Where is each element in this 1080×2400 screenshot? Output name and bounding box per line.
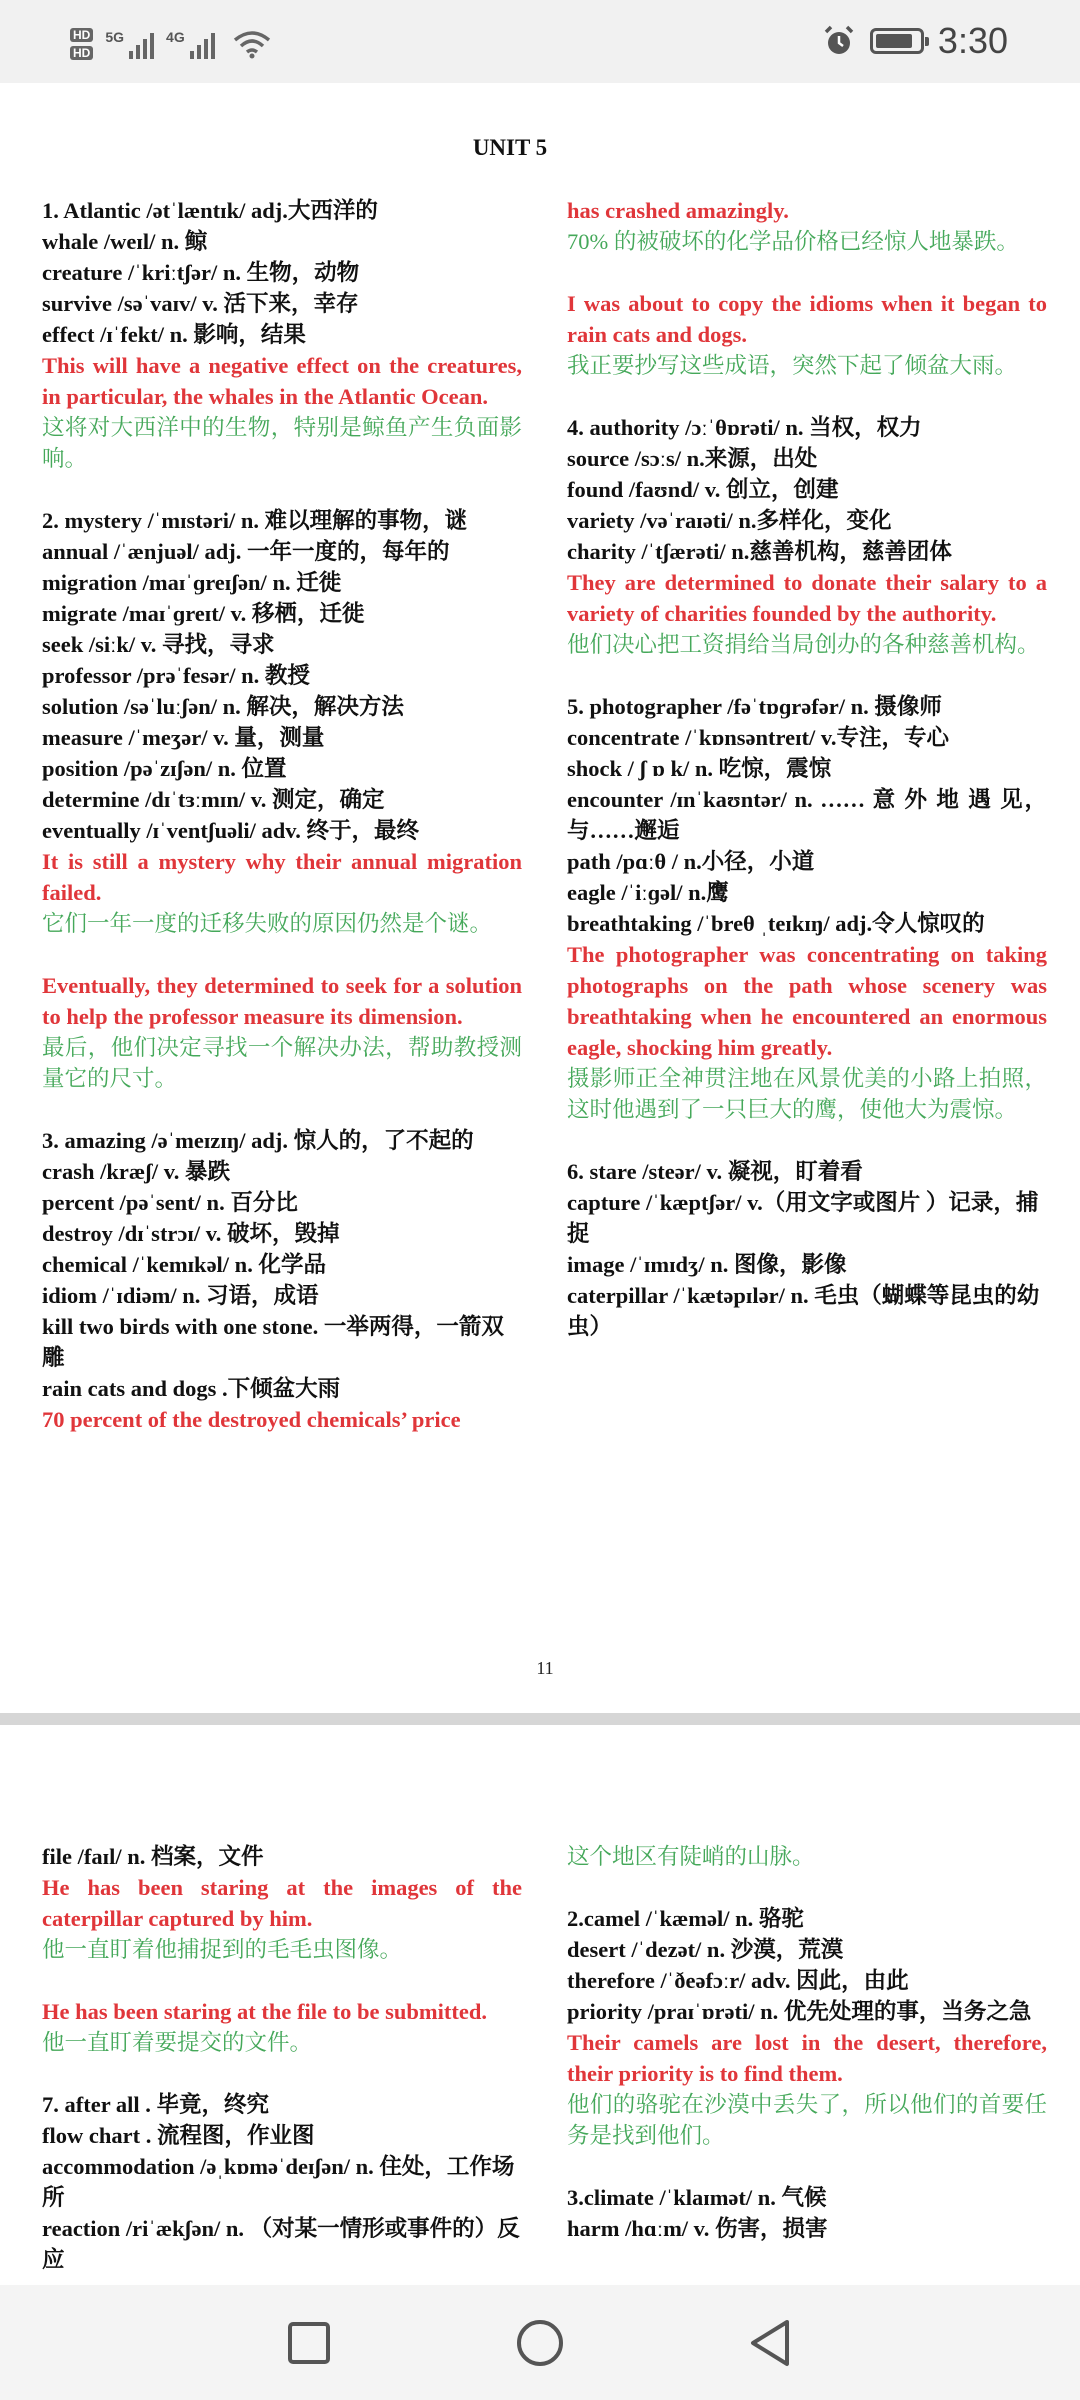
left-column	[42, 1841, 522, 2275]
page-separator	[0, 1713, 1080, 1725]
vocab-entry: flow chart . 流程图，作业图	[42, 2123, 315, 2148]
vocab-entry: idiom /ˈɪdiəm/ n. 习语，成语	[42, 1283, 319, 1308]
vocab-entry: encounter /ɪnˈkaʊntər/ n. …… 意 外 地 遇 见，与……邂逅	[567, 787, 1047, 843]
example-translation: 他们的骆驼在沙漠中丢失了，所以他们的首要任务是找到他们。	[567, 2092, 1047, 2148]
circle-icon	[516, 2319, 564, 2367]
section-heading-entry: 1. Atlantic /ətˈlæntɪk/ adj.大西洋的	[42, 198, 378, 223]
recents-button[interactable]	[249, 2285, 369, 2400]
triangle-back-icon	[747, 2318, 793, 2368]
section-heading-entry: 3.climate /ˈklaɪmət/ n. 气候	[567, 2185, 827, 2210]
example-sentence: has crashed amazingly.	[567, 198, 789, 223]
vocab-entry: eventually /ɪˈventʃuəli/ adv. 终于，最终	[42, 818, 420, 843]
hd-badges	[70, 28, 93, 60]
example-translation: 他一直盯着他捕捉到的毛毛虫图像。	[42, 1937, 403, 1962]
right-column	[567, 1841, 1047, 2244]
example-sentence: I was about to copy the idioms when it began to rain cats and dogs.	[567, 291, 1047, 347]
vocab-entry: chemical /ˈkemɪkəl/ n. 化学品	[42, 1252, 326, 1277]
example-sentence: He has been staring at the images of the caterpillar captured by him.	[42, 1875, 522, 1931]
vocab-entry: annual /ˈænjuəl/ adj. 一年一度的，每年的	[42, 539, 450, 564]
example-translation: 它们一年一度的迁移失败的原因仍然是个谜。	[42, 911, 493, 936]
vocab-entry: caterpillar /ˈkætəpɪlər/ n. 毛虫（蝴蝶等昆虫的幼虫）	[567, 1283, 1040, 1339]
left-column	[42, 195, 522, 1435]
vocab-entry: kill two birds with one stone. 一举两得，一箭双雕	[42, 1314, 504, 1370]
example-sentence: The photographer was concentrating on taking photographs on the path whose scenery was breathtaking when he encountered an enormous eagle, shocking him greatly.	[567, 942, 1047, 1060]
status-time: 3:30	[937, 20, 1008, 61]
hd-badge-1: HD	[70, 28, 93, 42]
vocab-entry: image /ˈɪmɪdʒ/ n. 图像，影像	[567, 1252, 847, 1277]
example-sentence: Their camels are lost in the desert, therefore, their priority is to find them.	[567, 2030, 1047, 2086]
example-sentence: 70 percent of the destroyed chemicals’ price	[42, 1407, 461, 1432]
square-icon	[287, 2321, 331, 2365]
vocab-entry: file /faɪl/ n. 档案，文件	[42, 1844, 264, 1869]
back-button[interactable]	[710, 2285, 830, 2400]
example-sentence: He has been staring at the file to be submitted.	[42, 1999, 487, 2024]
vocab-entry: breathtaking /ˈbreθ ˌteɪkɪŋ/ adj.令人惊叹的	[567, 911, 985, 936]
vocab-entry: solution /səˈluːʃən/ n. 解决，解决方法	[42, 694, 404, 719]
home-button[interactable]	[480, 2285, 600, 2400]
network-type-1: 5G	[105, 29, 125, 45]
document-page-2	[0, 1725, 1080, 2285]
vocab-entry: measure /ˈmeʒər/ v. 量，测量	[42, 725, 325, 750]
vocab-entry: shock / ʃ ɒ k/ n. 吃惊，震惊	[567, 756, 832, 781]
vocab-entry: whale /weɪl/ n. 鲸	[42, 229, 208, 254]
vocab-entry: position /pəˈzɪʃən/ n. 位置	[42, 756, 287, 781]
vocab-entry: creature /ˈkriːtʃər/ n. 生物，动物	[42, 260, 360, 285]
vocab-entry: percent /pəˈsent/ n. 百分比	[42, 1190, 298, 1215]
example-sentence: Eventually, they determined to seek for a solution to help the professor measure its dimension.	[42, 973, 522, 1029]
vocab-entry: found /faʊnd/ v. 创立，创建	[567, 477, 839, 502]
vocab-entry: migrate /maɪˈɡreɪt/ v. 移栖，迁徙	[42, 601, 365, 626]
vocab-entry: harm /hɑːm/ v. 伤害，损害	[567, 2216, 828, 2241]
vocab-entry: desert /ˈdezət/ n. 沙漠，荒漠	[567, 1937, 844, 1962]
example-translation: 他们决心把工资捐给当局创办的各种慈善机构。	[567, 632, 1040, 657]
signal-icon	[105, 29, 154, 59]
vocab-entry: accommodation /əˌkɒməˈdeɪʃən/ n. 住处，工作场所	[42, 2154, 515, 2210]
battery-icon	[870, 28, 924, 54]
section-heading-entry: 5. photographer /fəˈtɒɡrəfər/ n. 摄像师	[567, 694, 942, 719]
example-translation: 70% 的被破坏的化学品价格已经惊人地暴跌。	[567, 229, 1019, 254]
vocab-entry: crash /kræʃ/ v. 暴跌	[42, 1159, 231, 1184]
example-sentence: This will have a negative effect on the creatures, in particular, the whales in the Atlantic Ocean.	[42, 353, 522, 409]
vocab-entry: migration /maɪˈɡreɪʃən/ n. 迁徙	[42, 570, 342, 595]
vocab-entry: eagle /ˈiːɡəl/ n.鹰	[567, 880, 729, 905]
vocab-entry: path /pɑːθ / n.小径，小道	[567, 849, 815, 874]
status-left	[70, 28, 271, 60]
vocab-entry: reaction /riˈækʃən/ n. （对某一情形或事件的）反应	[42, 2216, 520, 2272]
vocab-entry: source /sɔːs/ n.来源，出处	[567, 446, 818, 471]
example-translation: 这将对大西洋中的生物，特别是鲸鱼产生负面影响。	[42, 415, 522, 471]
navigation-bar	[0, 2285, 1080, 2400]
vocab-entry: charity /ˈtʃærəti/ n.慈善机构，慈善团体	[567, 539, 952, 564]
vocab-entry: destroy /dɪˈstrɔɪ/ v. 破坏，毁掉	[42, 1221, 340, 1246]
example-translation: 这个地区有陡峭的山脉。	[567, 1844, 815, 1869]
example-translation: 最后，他们决定寻找一个解决办法，帮助教授测量它的尺寸。	[42, 1035, 522, 1091]
vocab-entry: effect /ɪˈfekt/ n. 影响，结果	[42, 322, 306, 347]
status-bar	[0, 0, 1080, 83]
section-heading-entry: 2.camel /ˈkæməl/ n. 骆驼	[567, 1906, 804, 1931]
unit-title: UNIT 5	[472, 135, 548, 160]
vocab-entry: variety /vəˈraɪəti/ n.多样化，变化	[567, 508, 892, 533]
status-right	[822, 20, 1008, 62]
section-heading-entry: 7. after all . 毕竟，终究	[42, 2092, 270, 2117]
section-heading-entry: 4. authority /ɔːˈθɒrəti/ n. 当权，权力	[567, 415, 922, 440]
section-heading-entry: 3. amazing /əˈmeɪzɪŋ/ adj. 惊人的，了不起的	[42, 1128, 474, 1153]
section-heading-entry: 2. mystery /ˈmɪstəri/ n. 难以理解的事物，谜	[42, 508, 468, 533]
example-translation: 摄影师正全神贯注地在风景优美的小路上拍照，这时他遇到了一只巨大的鹰，使他大为震惊。	[567, 1066, 1047, 1122]
signal-icon-2	[166, 29, 215, 59]
alarm-icon	[822, 24, 856, 58]
example-sentence: They are determined to donate their salary to a variety of charities founded by the authority.	[567, 570, 1047, 626]
vocab-entry: priority /praɪˈɒrəti/ n. 优先处理的事，当务之急	[567, 1999, 1032, 2024]
right-column	[567, 195, 1047, 1342]
vocab-entry: rain cats and dogs .下倾盆大雨	[42, 1376, 341, 1401]
vocab-entry: seek /siːk/ v. 寻找，寻求	[42, 632, 275, 657]
document-page-1	[0, 83, 1080, 1713]
vocab-entry: therefore /ˈðeəfɔːr/ adv. 因此，由此	[567, 1968, 909, 1993]
page-number: 11	[536, 1658, 554, 1678]
vocab-entry: determine /dɪˈtɜːmɪn/ v. 测定，确定	[42, 787, 385, 812]
example-translation: 他一直盯着要提交的文件。	[42, 2030, 313, 2055]
network-type-2: 4G	[166, 29, 185, 45]
wifi-icon	[233, 29, 271, 59]
section-heading-entry: 6. stare /steər/ v. 凝视，盯着看	[567, 1159, 863, 1184]
vocab-entry: concentrate /ˈkɒnsəntreɪt/ v.专注，专心	[567, 725, 950, 750]
vocab-entry: survive /səˈvaɪv/ v. 活下来，幸存	[42, 291, 359, 316]
example-translation: 我正要抄写这些成语，突然下起了倾盆大雨。	[567, 353, 1018, 378]
vocab-entry: capture /ˈkæptʃər/ v.（用文字或图片 ）记录，捕捉	[567, 1190, 1039, 1246]
hd-badge-2: HD	[70, 46, 93, 60]
vocab-entry: professor /prəˈfesər/ n. 教授	[42, 663, 310, 688]
example-sentence: It is still a mystery why their annual migration failed.	[42, 849, 522, 905]
